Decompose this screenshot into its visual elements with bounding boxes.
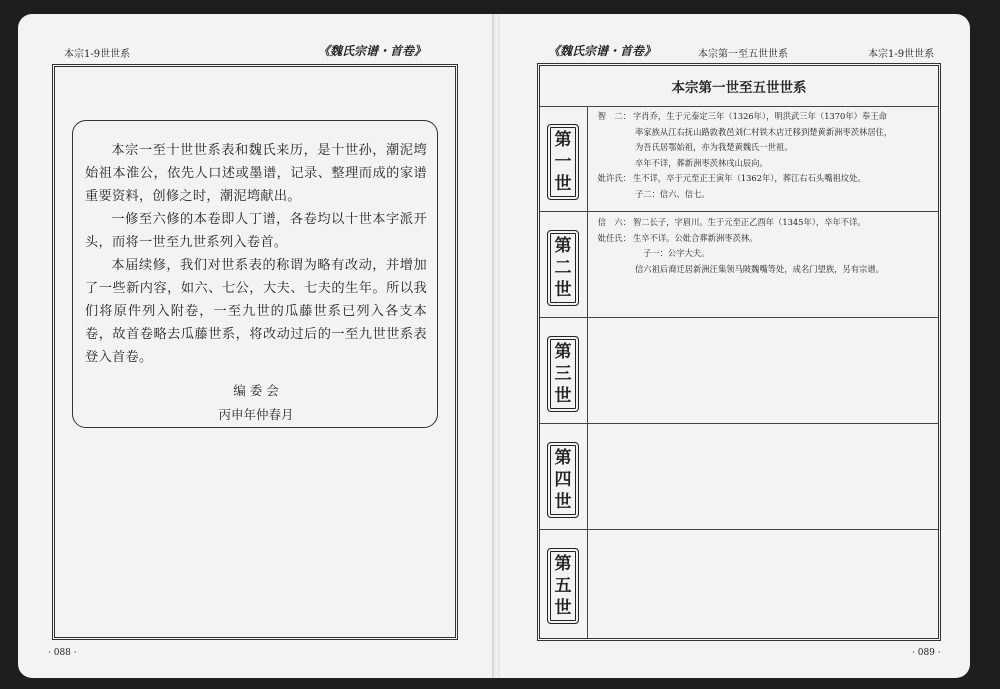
entry: 子一：公字大夫。 bbox=[643, 248, 710, 258]
generation-label: 第 五 世 bbox=[547, 548, 579, 624]
right-section-head: 本宗第一至五世世系 bbox=[698, 49, 788, 60]
preface-box bbox=[72, 120, 438, 428]
preface-date: 丙申年仲春月 bbox=[218, 407, 294, 422]
generation-label: 第 二 世 bbox=[547, 230, 579, 306]
entry: 智 二： 字肖乔，生于元泰定三年（1326年），明洪武三年（1370年）奉王命 bbox=[597, 111, 887, 121]
entry: 率家族从江右抚山路敦教邑刘仁村铁木店迁移到楚黄新洲枣茨林居住， bbox=[635, 126, 893, 137]
editorial-committee: 编 委 会 bbox=[233, 383, 279, 398]
preface-paragraph: 本届续修，我们对世系表的称谓为略有改动，并增加了一些新内容，如六、七公，大夫、七夫的生年。所以我们将原件列入附卷，一至九世的瓜藤世系已列入各支本卷，故首卷略去瓜藤世系，将改动过后的一至九世世系表登入首卷。 bbox=[85, 258, 427, 365]
generation-label: 第 三 世 bbox=[547, 336, 579, 412]
right-page-number: · 089 · bbox=[912, 648, 941, 658]
left-book-title: 《魏氏宗谱・首卷》 bbox=[318, 44, 427, 58]
entry: 信 六： 智二长子，字眉川。生于元至正乙酉年（1345年），卒年不详。 bbox=[597, 217, 866, 227]
generation-row bbox=[540, 212, 938, 318]
generation-row bbox=[540, 106, 938, 212]
generation-label: 第 四 世 bbox=[547, 442, 579, 518]
left-page-number: · 088 · bbox=[48, 648, 77, 658]
entry: 妣许氏： 生不详，卒于元至正王寅年（1362年），葬江右石头嘴祖坟处。 bbox=[597, 173, 866, 183]
generation-label: 第 一 世 bbox=[547, 124, 579, 200]
generation-row bbox=[540, 530, 938, 638]
entry: 为吾氏居鄂始祖，亦为我楚黄魏氏一世祖。 bbox=[635, 142, 793, 152]
preface-paragraph: 一修至六修的本卷即人丁谱，各卷均以十世本字派开头，而将一世至九世系列入卷首。 bbox=[85, 212, 427, 250]
right-running-head: 本宗1-9世世系 bbox=[868, 49, 935, 60]
entry: 子二：信六、信七。 bbox=[635, 188, 710, 199]
generation-entries bbox=[593, 215, 934, 277]
generation-row bbox=[540, 318, 938, 424]
entry: 卒年不详，葬新洲枣茨林戌山辰向。 bbox=[635, 157, 768, 168]
entry: 妣任氏： 生卒不详。公妣合葬新洲枣茨林。 bbox=[597, 232, 758, 243]
preface-paragraph: 本宗一至十世世系表和魏氏来历，是十世孙，潮泥塆始祖本淮公，依先人口述或墨谱，记录、整理而成的家谱重要资料，创修之时，潮泥塆献出。 bbox=[85, 143, 427, 204]
right-book-title: 《魏氏宗谱・首卷》 bbox=[548, 44, 657, 58]
generation-row bbox=[540, 424, 938, 530]
entry: 信六祖后裔迁居新洲汪集领马陂魏嘴等处，成名门望族，另有宗谱。 bbox=[635, 263, 884, 274]
left-running-head: 本宗1-9世世系 bbox=[64, 49, 131, 60]
genealogy-table-title: 本宗第一世至五世世系 bbox=[540, 66, 938, 107]
generation-entries bbox=[593, 109, 934, 202]
